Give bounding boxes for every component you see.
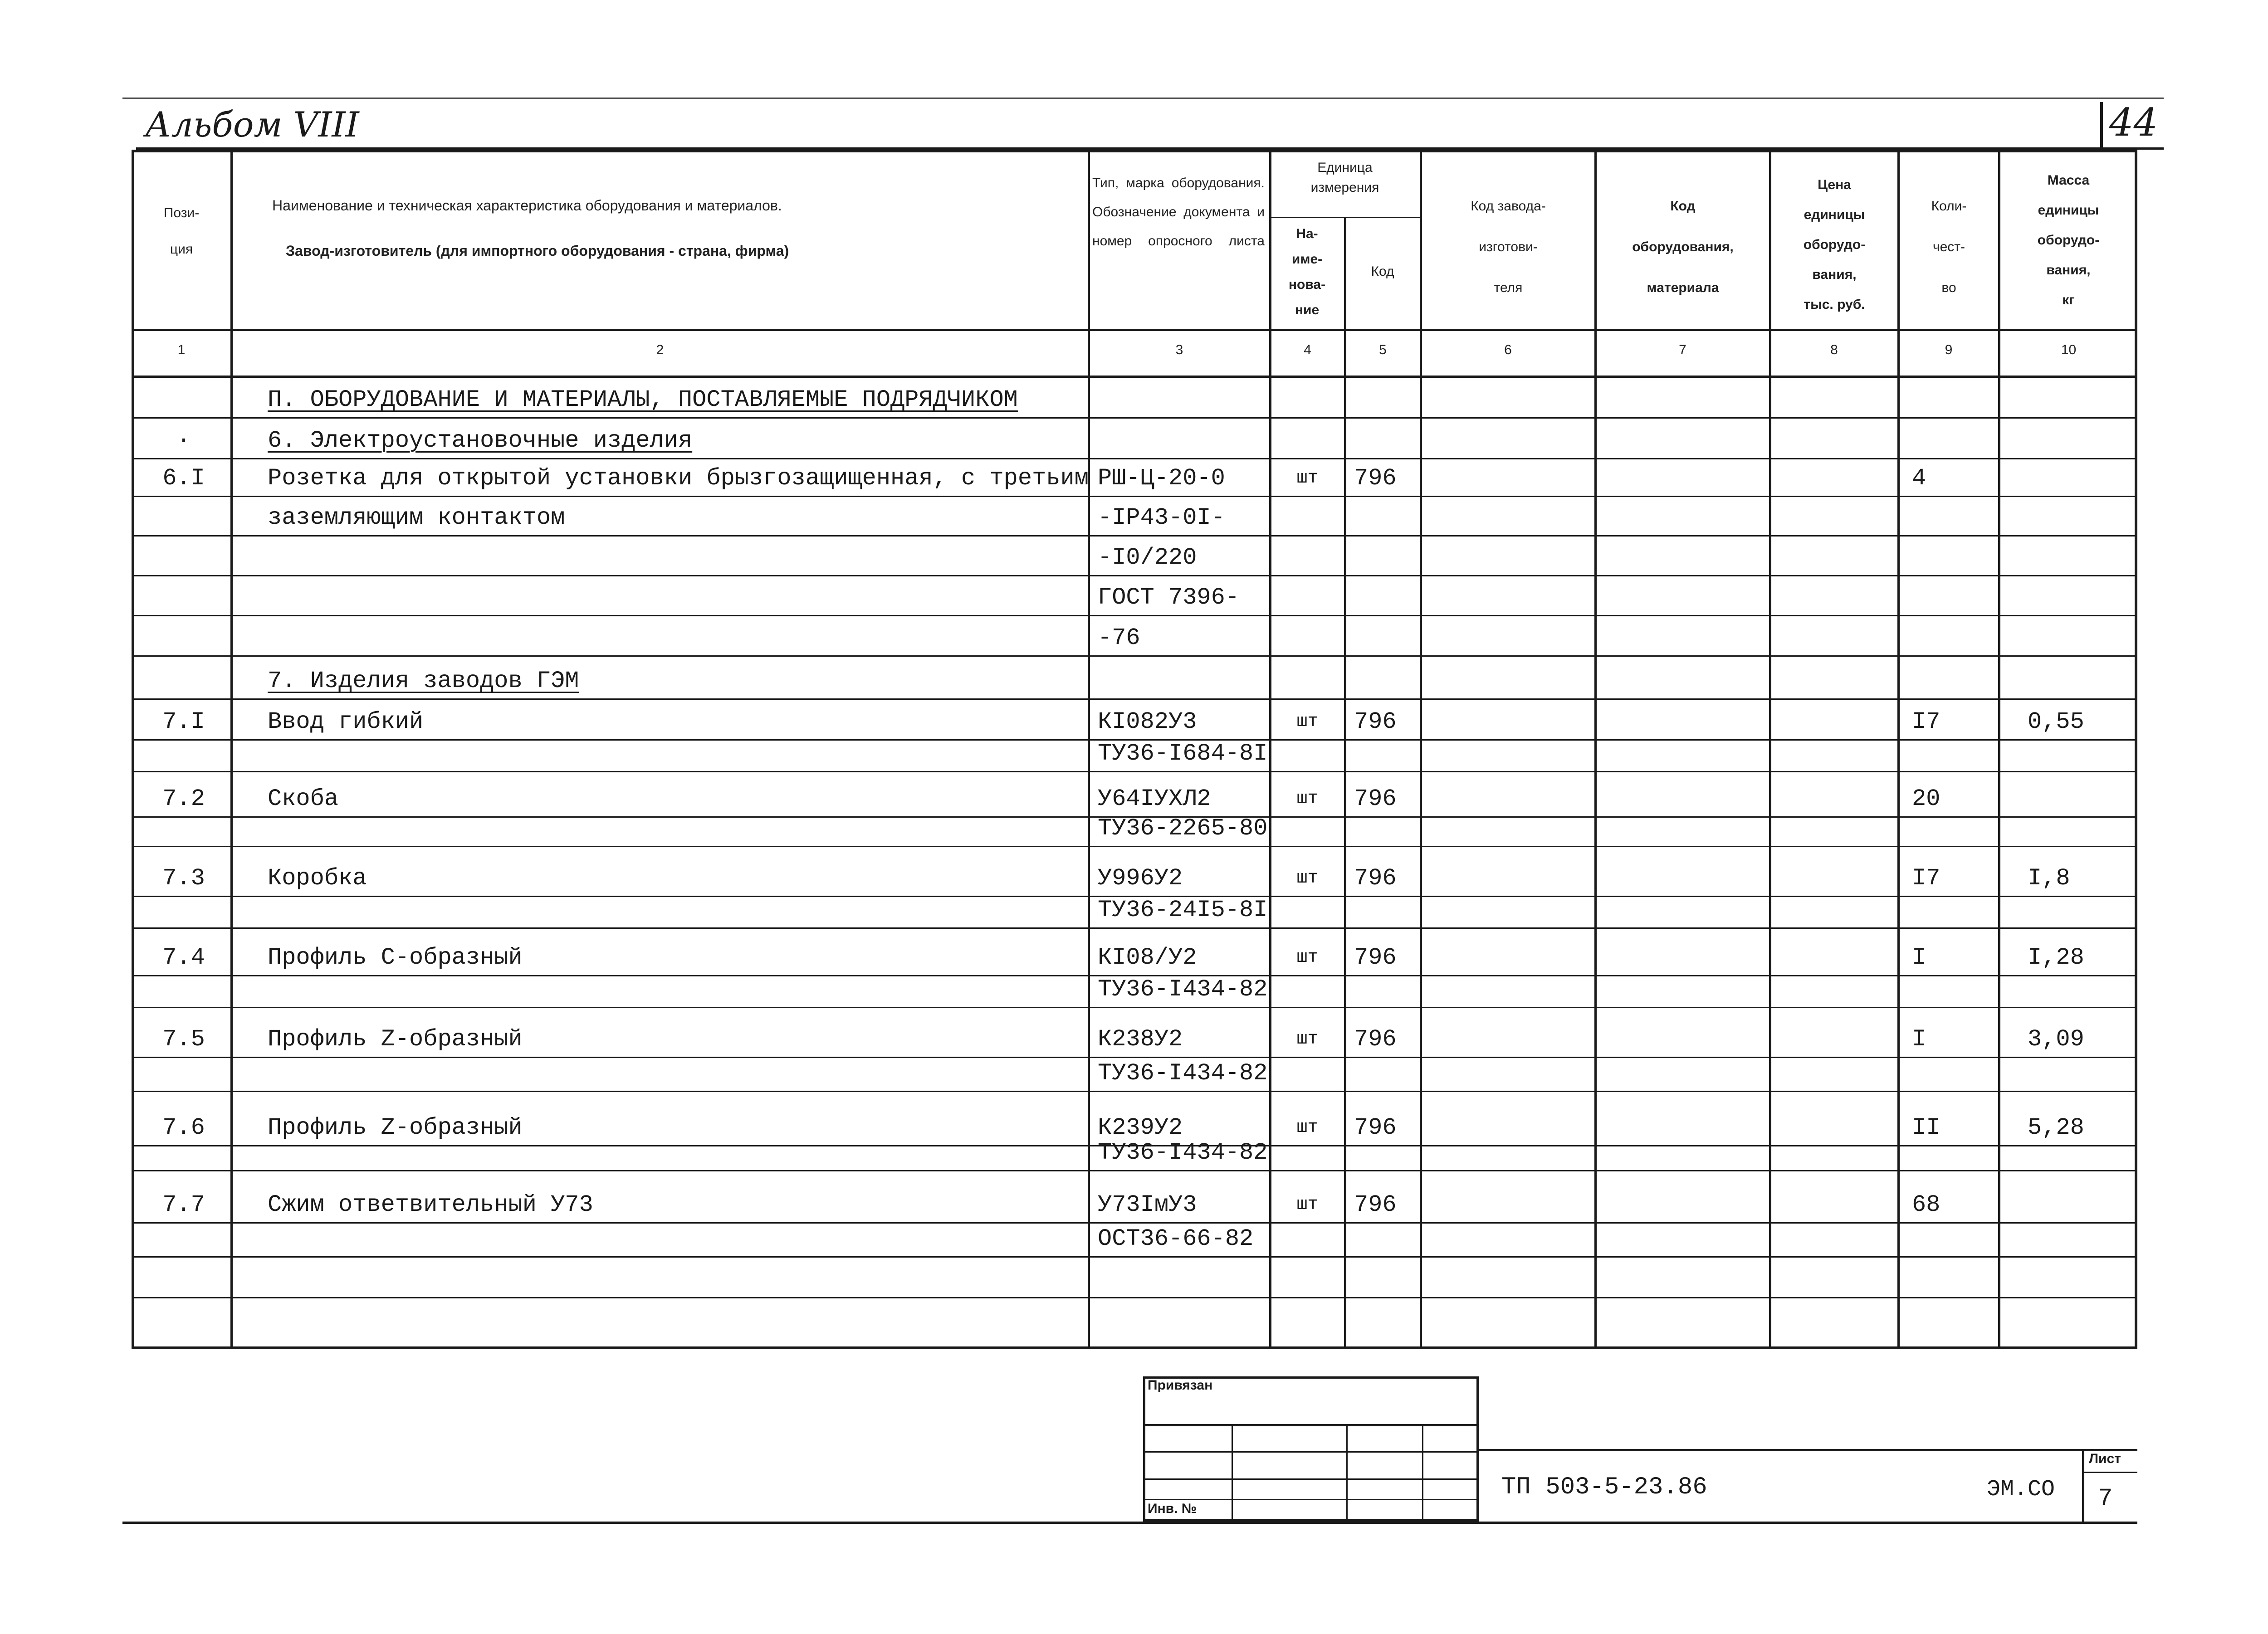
cell-unit-code: 796 [1354,1191,1397,1218]
stamp-vline-1 [1232,1424,1233,1522]
cell-type: ТУ36-I434-82 [1098,976,1268,1003]
cell-unit: шт [1296,712,1319,732]
col-line-1 [230,150,233,1349]
col-number-4: 4 [1304,342,1311,357]
cell-type: ТУ36-I684-8I [1098,740,1268,767]
cell-unit: шт [1296,1117,1319,1138]
row-separator [132,575,2137,576]
cell-unit-code: 796 [1354,1114,1397,1141]
cell-type: У996У2 [1098,865,1183,892]
header-unit-group: Единица измерения [1310,160,1379,195]
cell-unit-code: 796 [1354,465,1397,492]
cell-position: 7.5 [162,1026,205,1053]
col-number-7: 7 [1679,342,1686,357]
cell-type: -IP43-0I- [1098,504,1225,531]
cell-type: КI082У3 [1098,708,1197,735]
col-line-7 [1769,150,1771,1349]
stamp-vline-2 [1346,1424,1348,1522]
cell-name: Скоба [268,785,339,812]
cell-unit-code: 796 [1354,865,1397,892]
cell-position: 7.2 [162,785,205,812]
header-unit-name: На- име- нова- ние [1288,226,1326,317]
cell-name: П. ОБОРУДОВАНИЕ И МАТЕРИАЛЫ, ПОСТАВЛЯЕМЫЕ ПОДРЯДЧИКОМ [268,386,1018,413]
sheet-box-line [2082,1449,2084,1522]
row-separator [132,927,2137,929]
stamp-inv-label: Инв. № [1148,1501,1197,1516]
col-number-5: 5 [1379,342,1387,357]
col-line-9 [1998,150,2000,1349]
col-line-4 [1344,217,1346,1349]
cell-type: -76 [1098,624,1140,651]
col-number-2: 2 [656,342,664,357]
cell-unit: шт [1296,947,1319,968]
header-unit-code: Код [1371,264,1394,279]
row-separator [132,417,2137,419]
cell-type: ТУ36-I434-82 [1098,1139,1268,1166]
doc-code: ТП 503-5-23.86 [1501,1473,1707,1501]
bottom-rule [122,1522,2137,1524]
cell-type: К238У2 [1098,1026,1183,1053]
col-number-9: 9 [1945,342,1953,357]
row-separator [132,1256,2137,1258]
cell-name: заземляющим контактом [268,504,565,531]
cell-name: Профиль С-образный [268,944,523,971]
cell-mass: 3,09 [2028,1026,2084,1053]
cell-name: Профиль Z-образный [268,1026,523,1053]
col-number-10: 10 [2061,342,2077,357]
header-name-line1: Наименование и техническая характеристика оборудования и материалов. [272,197,782,214]
stamp-line-1 [1143,1424,1479,1426]
cell-type: ГОСТ 7396- [1098,584,1240,611]
page-number: 44 [2109,100,2158,145]
row-separator [132,1057,2137,1058]
cell-type: ТУ36-2265-80 [1098,815,1268,842]
cell-name: Розетка для открытой установки брызгозащищенная, с третьим [268,465,1089,492]
row-separator [132,458,2137,459]
cell-mass: I,8 [2028,865,2070,892]
row-separator [132,1297,2137,1298]
cell-quantity: I [1912,944,1926,971]
header-unit-price: Цена единицы оборудо- вания, тыс. руб. [1803,177,1866,312]
row-separator [132,771,2137,772]
row-separator [132,1170,2137,1171]
cell-position: 7.4 [162,944,205,971]
cell-position: · [176,427,191,454]
cell-position: 7.I [162,708,205,735]
cell-unit: шт [1296,1195,1319,1215]
header-mass: Масса единицы оборудо- вания, кг [2037,173,2100,307]
col-number-8: 8 [1830,342,1838,357]
row-separator [132,1007,2137,1008]
title-block-top [1479,1449,2137,1451]
row-separator [132,846,2137,847]
cell-quantity: I7 [1912,708,1941,735]
col-line-5 [1420,150,1422,1349]
cell-type: ТУ36-24I5-8I [1098,897,1268,923]
sheet-box-divider [2082,1472,2137,1473]
col-line-3 [1269,150,1271,1349]
cell-quantity: 20 [1912,785,1941,812]
stamp-line-2 [1143,1451,1479,1453]
stamp-line-3 [1143,1478,1479,1480]
cell-quantity: 68 [1912,1191,1941,1218]
cell-name: Коробка [268,865,367,892]
sheet-number: 7 [2098,1485,2113,1512]
header-name-line2: Завод-изготовитель (для импортного оборудования - страна, фирма) [286,243,789,259]
cell-type: ТУ36-I434-82 [1098,1060,1268,1087]
cell-position: 6.I [162,465,205,492]
numbers-bottom-line [132,376,2137,378]
doc-mark: ЭМ.СО [1987,1477,2055,1502]
row-separator [132,496,2137,497]
col-line-6 [1594,150,1597,1349]
cell-unit-code: 796 [1354,944,1397,971]
col-line-2 [1088,150,1090,1349]
row-separator [132,1222,2137,1224]
cell-name: 7. Изделия заводов ГЭМ [268,668,579,694]
sheet-label: Лист [2089,1451,2121,1466]
cell-quantity: I7 [1912,865,1941,892]
cell-position: 7.3 [162,865,205,892]
col-number-3: 3 [1175,342,1183,357]
cell-unit-code: 796 [1354,1026,1397,1053]
row-separator [132,535,2137,537]
cell-unit: шт [1296,868,1319,888]
row-separator [132,655,2137,657]
cell-type: У64IУХЛ2 [1098,785,1211,812]
top-rule [122,98,2164,99]
stamp-line-4 [1143,1499,1479,1500]
cell-name: Профиль Z-образный [268,1114,523,1141]
cell-unit: шт [1296,789,1319,809]
row-separator [132,1091,2137,1092]
header-position: Пози- ция [163,205,200,257]
header-type: Тип, марка оборудования. Обозначение документа и номер опросного листа [1092,176,1265,249]
cell-mass: I,28 [2028,944,2084,971]
col-line-8 [1897,150,1900,1349]
cell-unit-code: 796 [1354,785,1397,812]
cell-position: 7.6 [162,1114,205,1141]
cell-name: Ввод гибкий [268,708,424,735]
cell-type: -I0/220 [1098,544,1197,571]
album-label: Альбом VIII [145,104,359,145]
cell-quantity: II [1912,1114,1941,1141]
cell-quantity: 4 [1912,465,1926,492]
cell-type: К239У2 [1098,1114,1183,1141]
cell-mass: 5,28 [2028,1114,2084,1141]
cell-position: 7.7 [162,1191,205,1218]
cell-name: Сжим ответвительный У73 [268,1191,593,1218]
header-quantity: Коли- чест- во [1931,199,1967,295]
cell-type: У73IмУ3 [1098,1191,1197,1218]
cell-type: ОСТ36-66-82 [1098,1225,1254,1252]
cell-quantity: I [1912,1026,1926,1053]
cell-type: РШ-Ц-20-0 [1098,465,1225,492]
cell-unit-code: 796 [1354,708,1397,735]
stamp-linked-label: Привязан [1148,1378,1213,1393]
col-number-1: 1 [177,342,186,357]
row-separator [132,615,2137,616]
cell-type: КI08/У2 [1098,944,1197,971]
stamp-vline-3 [1422,1424,1423,1522]
cell-unit: шт [1296,468,1319,488]
row-separator [132,698,2137,700]
cell-name: 6. Электроустановочные изделия [268,427,693,454]
cell-mass: 0,55 [2028,708,2084,735]
cell-unit: шт [1296,1029,1319,1049]
header-bottom-line [132,329,2137,331]
header-equipment-code: Код оборудования, материала [1632,199,1734,295]
header-factory-code: Код завода- изготови- теля [1471,199,1546,295]
col-number-6: 6 [1504,342,1512,357]
